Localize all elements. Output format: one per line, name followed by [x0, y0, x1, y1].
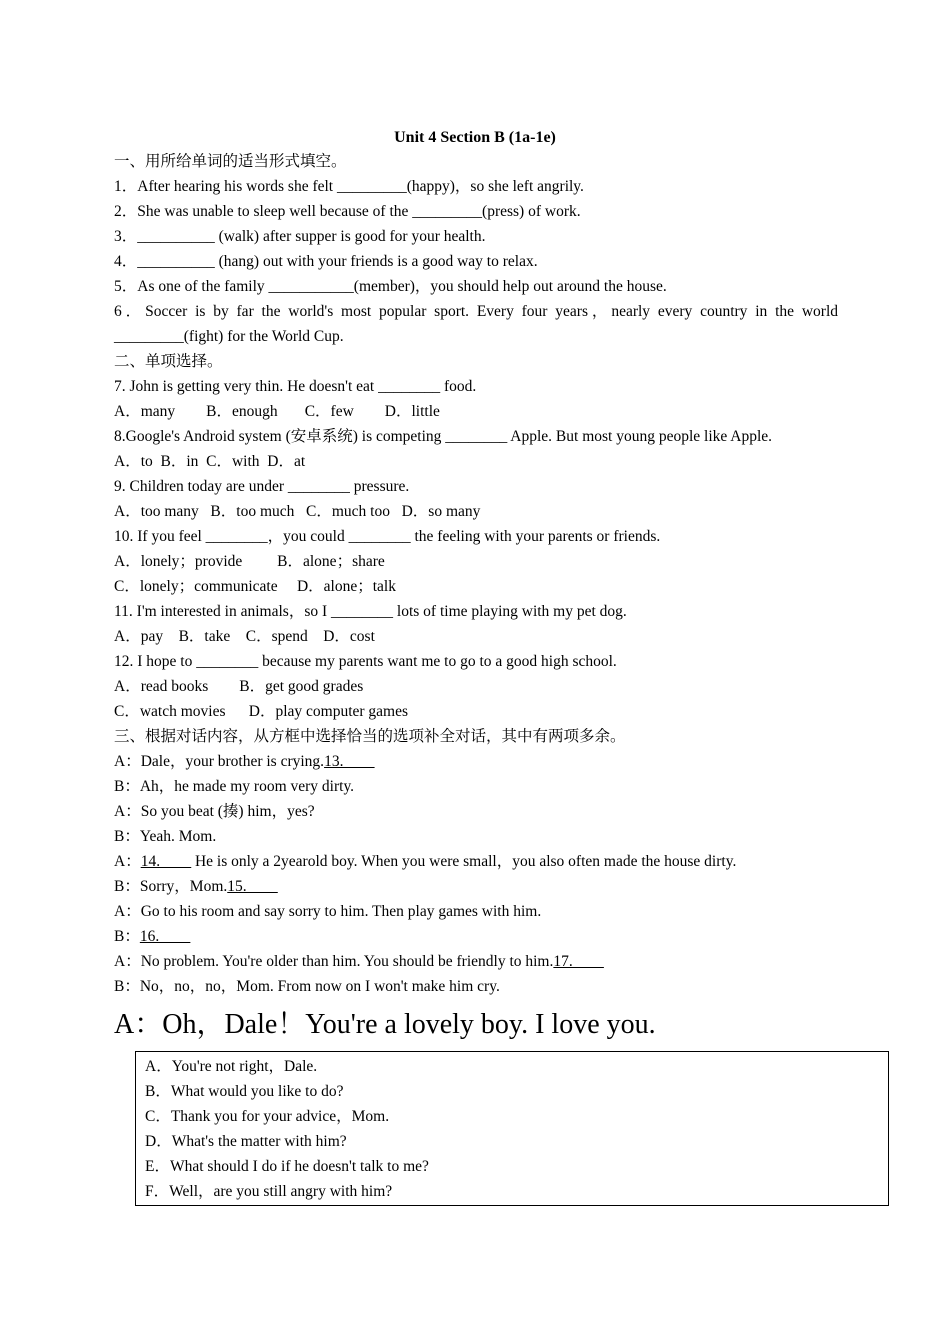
option-a: A．You're not right，Dale.	[145, 1058, 318, 1075]
dialogue-text: A：No problem. You're older than him. You should be friendly to him.	[114, 953, 554, 970]
question-12-options-2: C．watch movies D．play computer games	[114, 703, 409, 720]
worksheet-body	[114, 149, 838, 1206]
dialogue-line: A：So you beat (揍) him，yes?	[114, 803, 315, 820]
question-9-options: A．too many B．too much C．much too D．so many	[114, 503, 481, 520]
blank-17: 17.____	[553, 953, 604, 970]
dialogue-line: B：Yeah. Mom.	[114, 828, 217, 845]
question-2: 2．She was unable to sleep well because of the _________(press) of work.	[114, 203, 581, 220]
dialogue-line	[114, 849, 838, 874]
question-6: 6．Soccer is by far the world's most popular sport. Every four years，nearly every country in the world _________(fight) for the World Cup.	[114, 303, 838, 345]
section1-heading: 一、用所给单词的适当形式填空。	[114, 153, 347, 170]
question-11-options: A．pay B．take C．spend D．cost	[114, 628, 375, 645]
option-f: F．Well，are you still angry with him?	[145, 1183, 393, 1200]
blank-13: 13.____	[324, 753, 375, 770]
dialogue-line	[114, 874, 838, 899]
question-10-options-2: C．lonely；communicate D．alone；talk	[114, 578, 396, 595]
options-box	[135, 1051, 889, 1206]
blank-14: 14.____	[140, 853, 192, 870]
question-7: 7. John is getting very thin. He doesn't eat ________ food.	[114, 378, 477, 395]
question-10-options-1: A．lonely；provide B．alone；share	[114, 553, 385, 570]
question-8: 8.Google's Android system (安卓系统) is competing ________ Apple. But most young people like Apple.	[114, 428, 773, 445]
question-4: 4．__________ (hang) out with your friends is a good way to relax.	[114, 253, 538, 270]
blank-15: 15.____	[227, 878, 278, 895]
dialogue-text: He is only a 2yearold boy. When you were small，you also often made the house dirty.	[191, 853, 737, 870]
dialogue-line	[114, 949, 838, 974]
dialogue-text: B：Sorry，Mom.	[114, 878, 228, 895]
dialogue-line	[114, 749, 838, 774]
question-12: 12. I hope to ________ because my parents want me to go to a good high school.	[114, 653, 617, 670]
blank-16: 16.____	[139, 928, 191, 945]
dialogue-line: B：Ah，he made my room very dirty.	[114, 778, 355, 795]
question-5: 5．As one of the family ___________(member)，you should help out around the house.	[114, 278, 667, 295]
question-12-options-1: A．read books B．get good grades	[114, 678, 364, 695]
question-10: 10. If you feel ________，you could ________ the feeling with your parents or friends.	[114, 528, 661, 545]
option-e: E．What should I do if he doesn't talk to me?	[145, 1158, 429, 1175]
dialogue-line	[114, 924, 838, 949]
question-8-options: A．to B．in C．with D．at	[114, 453, 306, 470]
question-3: 3．__________ (walk) after supper is good for your health.	[114, 228, 486, 245]
dialogue-text: B：	[114, 928, 140, 945]
page-title: Unit 4 Section B (1a-1e)	[394, 129, 556, 146]
section2-heading: 二、单项选择。	[114, 353, 223, 370]
option-d: D．What's the matter with him?	[145, 1133, 347, 1150]
question-7-options: A．many B．enough C．few D．little	[114, 403, 440, 420]
dialogue-text: A：Dale，your brother is crying.	[114, 753, 325, 770]
question-1: 1．After hearing his words she felt _________(happy)，so she left angrily.	[114, 178, 584, 195]
dialogue-line: A：Go to his room and say sorry to him. Then play games with him.	[114, 903, 542, 920]
dialogue-text: A：	[114, 853, 141, 870]
question-9: 9. Children today are under ________ pressure.	[114, 478, 410, 495]
option-c: C．Thank you for your advice，Mom.	[145, 1108, 390, 1125]
dialogue-line: B：No，no，no，Mom. From now on I won't make him cry.	[114, 978, 500, 995]
option-b: B．What would you like to do?	[145, 1083, 344, 1100]
dialogue-line-large: A：Oh，Dale！You're a lovely boy. I love you.	[114, 1009, 656, 1040]
section3-heading: 三、根据对话内容，从方框中选择恰当的选项补全对话，其中有两项多余。	[114, 728, 626, 745]
question-11: 11. I'm interested in animals，so I ________ lots of time playing with my pet dog.	[114, 603, 627, 620]
